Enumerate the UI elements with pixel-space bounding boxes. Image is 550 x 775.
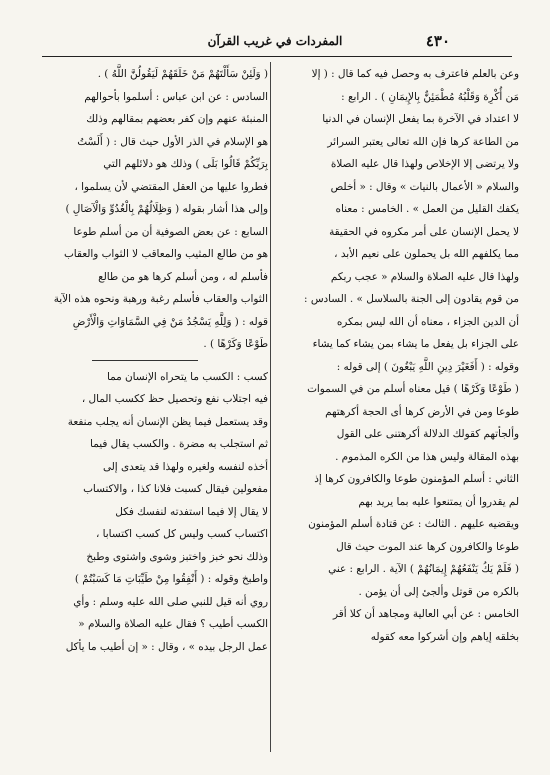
text-line: الكسب أطيب ؟ فقال عليه الصلاة والسلام «	[78, 618, 268, 630]
text-line: وعن بالعلم فاعترف به وحصل فيه كما قال : ( إلا	[311, 68, 519, 80]
text-line: مما يكلفهم الله بل يحملون على نعيم الأبد ،	[334, 248, 519, 260]
text-line: طوعا والكافرون كرها عند الموت حيث قال	[336, 540, 519, 553]
text-line: ( فَلَمْ يَكُ يَنْفَعُهُمْ إِيمَانُهُمْ ) الآية . الرابع : عني	[328, 563, 519, 575]
column-divider	[270, 62, 271, 752]
text-line: أن الدين الجزاء ، معناه أن الله ليس بمكره	[336, 315, 519, 328]
text-line: مفعولين فيقال كسبت فلانا كذا ، والاكتساب	[83, 483, 268, 495]
text-line: والسلام « الأعمال بالنيات » وقال : « أخلص	[330, 180, 519, 193]
text-line: طوعا ومن في الأرض كرها أى الحجة أكرهتهم	[325, 405, 519, 418]
text-line: ( وَلَئِنْ سَأَلْتَهُمْ مَنْ خَلَقَهُمْ لَيَقُولُنَّ اللَّهُ ) .	[97, 68, 268, 80]
text-line: اكتساب كسب وليس كل كسب اكتسابا ،	[95, 528, 268, 540]
text-line: وإلى هذا أشار بقوله ( وَظِلَالُهُمْ بِالْغُدُوِّ وَالْآصَالِ )	[65, 203, 268, 215]
text-line: ويقضيه عليهم . الثالث : عن قتادة أسلم المؤمنون	[308, 518, 519, 530]
page-header	[40, 30, 512, 54]
text-line: لم يقدروا أن يمتنعوا عليه بما يريد بهم	[358, 495, 519, 508]
running-title: المفردات في غريب القرآن	[207, 34, 343, 48]
text-line: الثاني : أسلم المؤمنون طوعا والكافرون كرها إذ	[314, 473, 519, 485]
section-separator	[22, 356, 268, 366]
text-line: بِرَبِّكُمْ قَالُوا بَلَى ) وذلك هو دلائلهم التي	[103, 158, 268, 170]
text-line: مَن أُكْرِهَ وَقَلْبُهُ مُطْمَئِنٌّ بِالإِيمَانِ ) . الرابع :	[341, 90, 519, 103]
text-line: وقوله : ( أَفَغَيْرَ دِينِ اللَّهِ يَبْغُونَ ) إلى قوله :	[336, 360, 519, 373]
page-number: ٤٣٠	[425, 32, 450, 50]
text-line: واطبخ وقوله : ( أَنْفِقُوا مِنْ طَيِّبَاتِ مَا كَسَبْتُمْ )	[74, 573, 268, 585]
text-line: ثم استجلب به مضرة . والكسب يقال فيما	[90, 438, 268, 450]
text-line: طَوْعًا وَكَرْهًا ) .	[203, 338, 268, 350]
text-line: ( طَوْعًا وَكَرْهًا ) قيل معناه أسلم من في السموات	[307, 383, 519, 395]
left-column	[22, 63, 268, 658]
text-line: السابع : عن بعض الصوفية أن من أسلم طوعا	[73, 225, 268, 238]
text-line: فطروا عليها من العقل المقتضي لأن يسلموا ،	[74, 180, 268, 193]
text-line: بخلقه إياهم وإن أشركوا معه كقوله	[370, 630, 519, 643]
text-line: روي أنه قيل للنبي صلى الله عليه وسلم : وأي	[73, 595, 268, 608]
text-line: هو من طالع المثيب والمعاقب لا الثواب والعقاب	[64, 248, 268, 260]
text-line: فيه اجتلاب نفع وتحصيل حظ ككسب المال ،	[81, 393, 268, 405]
text-line: قوله : ( وَلِلَّهِ يَسْجُدُ مَنْ فِي السَّمَاوَاتِ وَالْأَرْضِ	[72, 315, 268, 328]
text-line: وألجأتهم كقولك الدلالة أكرهتنى على القول	[336, 428, 519, 440]
text-line: على الجزاء بل يفعل ما يشاء بمن يشاء كما يشاء	[312, 338, 519, 350]
text-line: عمل الرجل بيده » ، وقال : « إن أطيب ما يأكل	[65, 640, 268, 653]
right-column	[273, 63, 519, 648]
text-line: يكفك القليل من العمل » . الخامس : معناه	[335, 203, 519, 215]
text-line: الثواب والعقاب فأسلم رغبة ورهبة ونحوه هذه الآية	[53, 293, 268, 305]
text-line: المنبئة عنهم وإن كفر بعضهم بمقالهم وذلك	[86, 113, 268, 125]
text-line: وقد يستعمل فيما يظن الإنسان أنه يجلب منفعة	[67, 415, 268, 428]
text-line: لا اعتداد في الآخرة بما يفعل الإنسان في الدنيا	[322, 113, 519, 125]
text-line: من الطاعة كرها فإن الله تعالى يعتبر السرائر	[327, 135, 519, 148]
text-line: لا يحمل الإنسان على أمر مكروه في الحقيقة	[329, 225, 519, 238]
text-line: بالكره من قوتل وألجئ إلى أن يؤمن .	[358, 585, 519, 598]
header-rule	[42, 56, 512, 57]
text-line: هو الإسلام في الذر الأول حيث قال : ( أَلَسْتُ	[77, 135, 268, 148]
text-line: السادس : عن ابن عباس : أسلموا بأحوالهم	[84, 90, 268, 103]
text-line: فأسلم له ، ومن أسلم كرها هو من طالع	[98, 270, 268, 283]
text-line: من قوم يقادون إلى الجنة بالسلاسل » . السادس :	[304, 293, 519, 305]
text-line: كسب : الكسب ما يتحراه الإنسان مما	[106, 370, 268, 383]
text-line: بهذه المقالة وليس هذا من الكره المذموم .	[335, 450, 519, 463]
text-line: ولا يرتضى إلا الإخلاص ولهذا قال عليه الصلاة	[330, 158, 519, 170]
text-line: ولهذا قال عليه الصلاة والسلام « عجب ربكم	[330, 270, 519, 283]
text-line: الخامس : عن أبي العالية ومجاهد أن كلا أقر	[333, 608, 519, 620]
text-line: لا يقال إلا فيما استفدته لنفسك فكل	[115, 505, 268, 518]
text-line: أخذه لنفسه ولغيره ولهذا قد يتعدى إلى	[102, 460, 268, 473]
text-line: وذلك نحو خبز واختبز وشوى واشتوى وطبخ	[86, 550, 268, 563]
